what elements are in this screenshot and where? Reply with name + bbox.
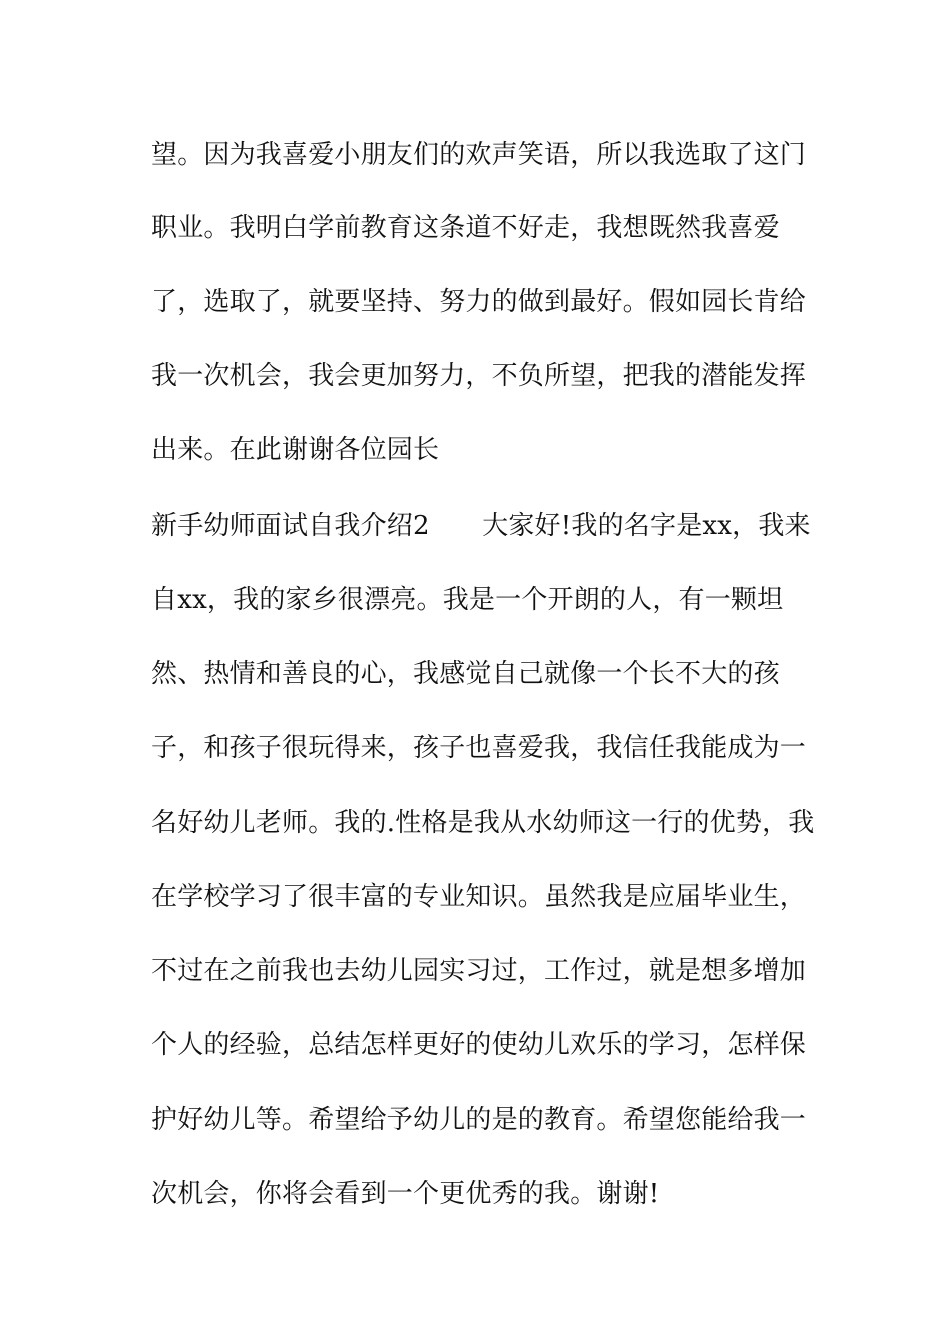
text-line: 我一次机会，我会更加努力，不负所望，把我的潜能发挥 xyxy=(151,361,807,391)
text-line: 然、热情和善良的心，我感觉自己就像一个长不大的孩 xyxy=(151,659,780,689)
text-line: 了，选取了，就要坚持、努力的做到最好。假如园长肯给 xyxy=(151,287,807,317)
text-line: 次机会，你将会看到一个更优秀的我。谢谢! xyxy=(151,1179,660,1209)
text-line: 出来。在此谢谢各位园长 xyxy=(151,435,440,465)
text-line: 职业。我明白学前教育这条道不好走，我想既然我喜爱 xyxy=(151,213,780,243)
text-line: 个人的经验，总结怎样更好的使幼儿欢乐的学习，怎样保 xyxy=(151,1030,807,1060)
text-line: 名好幼儿老师。我的.性格是我从水幼师这一行的优势，我 xyxy=(151,808,815,838)
section-title-line: 新手幼师面试自我介绍2 大家好!我的名字是xx，我来 xyxy=(151,511,811,541)
text-line: 护好幼儿等。希望给予幼儿的是的教育。希望您能给我一 xyxy=(151,1105,807,1135)
text-line: 自xx，我的家乡很漂亮。我是一个开朗的人，有一颗坦 xyxy=(151,585,784,615)
text-line: 在学校学习了很丰富的专业知识。虽然我是应届毕业生， xyxy=(151,882,807,912)
text-line: 望。因为我喜爱小朋友们的欢声笑语，所以我选取了这门 xyxy=(151,140,807,170)
text-line: 子，和孩子很玩得来，孩子也喜爱我，我信任我能成为一 xyxy=(151,733,807,763)
text-line: 不过在之前我也去幼儿园实习过，工作过，就是想多增加 xyxy=(151,956,807,986)
